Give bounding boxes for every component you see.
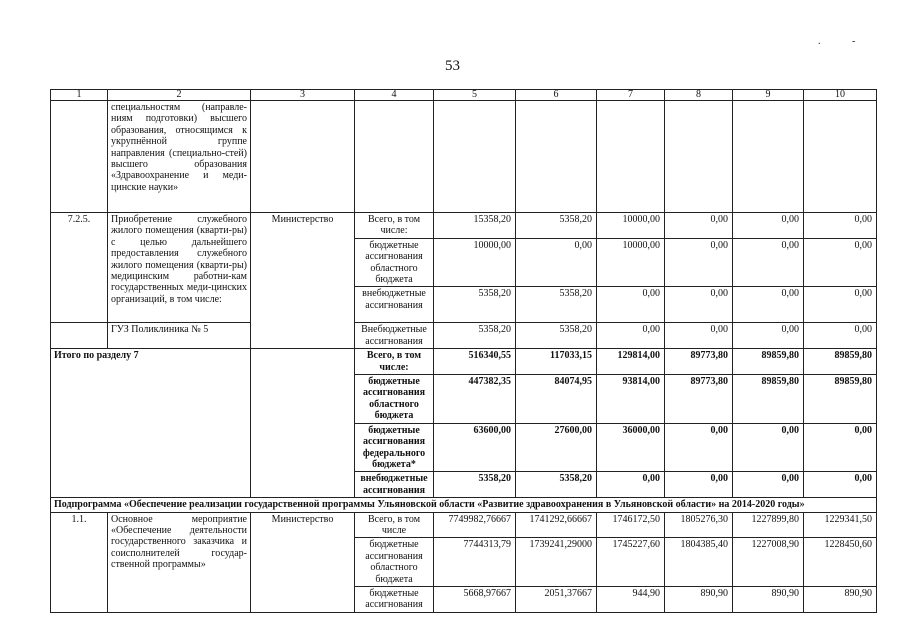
- event-name: Приобретение служебного жилого помещения (кварти-ры) с целью дальнейшего предоставления служебного жилого помещения (кварти-ры) медицинским работни-кам государственных меди-цинских организаций, в том числе:: [108, 213, 251, 323]
- event-name: специальностям (направле-ниям подготовки) высшего образования, относящимся к укрупнённой группе направления (специально-стей) высшего образования «Здравоохранение и меди-цинские науки»: [108, 101, 251, 213]
- value-cell: 7749982,76667: [434, 512, 516, 538]
- value-cell: 0,00: [733, 287, 804, 323]
- value-cell: 89859,80: [733, 375, 804, 424]
- value-cell: 0,00: [665, 287, 733, 323]
- value-cell: 36000,00: [597, 423, 665, 472]
- value-cell: 0,00: [804, 287, 877, 323]
- value-cell: 1804385,40: [665, 538, 733, 587]
- column-number: 1: [51, 90, 108, 101]
- value-cell: 5358,20: [516, 323, 597, 349]
- table-row: [51, 349, 877, 375]
- value-cell: 89859,80: [804, 375, 877, 424]
- value-cell: 1228450,60: [804, 538, 877, 587]
- value-cell: 0,00: [665, 323, 733, 349]
- funding-source: Всего, в том числе:: [355, 349, 434, 375]
- value-cell: 15358,20: [434, 213, 516, 239]
- value-cell: 5358,20: [434, 323, 516, 349]
- table-row: [51, 323, 877, 349]
- value-cell: 0,00: [665, 423, 733, 472]
- value-cell: 0,00: [804, 213, 877, 239]
- value-cell: 1227008,90: [733, 538, 804, 587]
- value-cell: 5668,97667: [434, 586, 516, 612]
- value-cell: 890,90: [665, 586, 733, 612]
- funding-source: бюджетные ассигнования федерального бюджета*: [355, 423, 434, 472]
- value-cell: 1229341,50: [804, 512, 877, 538]
- value-cell: 5358,20: [516, 213, 597, 239]
- executor: Министерство: [251, 213, 355, 349]
- value-cell: 10000,00: [434, 238, 516, 287]
- value-cell: 84074,95: [516, 375, 597, 424]
- value-cell: 516340,55: [434, 349, 516, 375]
- value-cell: 0,00: [804, 323, 877, 349]
- value-cell: 89773,80: [665, 349, 733, 375]
- value-cell: 0,00: [597, 287, 665, 323]
- budget-table: [50, 89, 877, 613]
- event-number: 7.2.5.: [51, 213, 108, 323]
- column-number: 8: [665, 90, 733, 101]
- total-label: Итого по разделу 7: [51, 349, 251, 498]
- funding-source: бюджетные ассигнования областного бюджета: [355, 375, 434, 424]
- value-cell: 0,00: [733, 423, 804, 472]
- value-cell: 117033,15: [516, 349, 597, 375]
- column-numbers-row: [51, 90, 877, 101]
- value-cell: 27600,00: [516, 423, 597, 472]
- value-cell: 5358,20: [434, 472, 516, 498]
- column-number: 6: [516, 90, 597, 101]
- column-number: 3: [251, 90, 355, 101]
- value-cell: 2051,37667: [516, 586, 597, 612]
- value-cell: 0,00: [665, 472, 733, 498]
- value-cell: 0,00: [665, 213, 733, 239]
- executor: Министерство: [251, 512, 355, 612]
- event-number: 1.1.: [51, 512, 108, 612]
- value-cell: 890,90: [733, 586, 804, 612]
- value-cell: 5358,20: [516, 472, 597, 498]
- column-number: 7: [597, 90, 665, 101]
- value-cell: 890,90: [804, 586, 877, 612]
- value-cell: 0,00: [665, 238, 733, 287]
- value-cell: 5358,20: [516, 287, 597, 323]
- table-row: [51, 101, 877, 213]
- column-number: 10: [804, 90, 877, 101]
- value-cell: 1227899,80: [733, 512, 804, 538]
- column-number: 9: [733, 90, 804, 101]
- value-cell: 1746172,50: [597, 512, 665, 538]
- funding-source: Внебюджетные ассигнования: [355, 323, 434, 349]
- value-cell: 89859,80: [804, 349, 877, 375]
- value-cell: 129814,00: [597, 349, 665, 375]
- value-cell: 0,00: [733, 323, 804, 349]
- value-cell: 0,00: [733, 213, 804, 239]
- value-cell: 0,00: [733, 472, 804, 498]
- organization-name: ГУЗ Поликлиника № 5: [108, 323, 251, 349]
- funding-source: бюджетные ассигнования областного бюджета: [355, 238, 434, 287]
- value-cell: 7744313,79: [434, 538, 516, 587]
- column-number: 5: [434, 90, 516, 101]
- value-cell: 89773,80: [665, 375, 733, 424]
- column-number: 2: [108, 90, 251, 101]
- value-cell: 10000,00: [597, 238, 665, 287]
- table-row: [51, 512, 877, 538]
- value-cell: 0,00: [597, 323, 665, 349]
- column-number: 4: [355, 90, 434, 101]
- subprogram-title: Подпрограмма «Обеспечение реализации государственной программы Ульяновской области «Развитие здравоохранения в Ульяновской области» на 2014-2020 годы»: [51, 498, 877, 512]
- funding-source: бюджетные ассигнования областного бюджета: [355, 538, 434, 587]
- value-cell: 1741292,66667: [516, 512, 597, 538]
- funding-source: внебюджетные ассигнования: [355, 472, 434, 498]
- page-number: 53: [445, 58, 460, 74]
- value-cell: 1805276,30: [665, 512, 733, 538]
- funding-source: бюджетные ассигнования: [355, 586, 434, 612]
- value-cell: 447382,35: [434, 375, 516, 424]
- value-cell: 0,00: [733, 238, 804, 287]
- scan-mark: -: [852, 36, 856, 47]
- value-cell: 0,00: [804, 423, 877, 472]
- value-cell: 5358,20: [434, 287, 516, 323]
- value-cell: 63600,00: [434, 423, 516, 472]
- funding-source: внебюджетные ассигнования: [355, 287, 434, 323]
- value-cell: 1739241,29000: [516, 538, 597, 587]
- funding-source: Всего, в том числе:: [355, 213, 434, 239]
- value-cell: 0,00: [516, 238, 597, 287]
- table-row: [51, 213, 877, 239]
- value-cell: 93814,00: [597, 375, 665, 424]
- subprogram-row: [51, 498, 877, 512]
- value-cell: 89859,80: [733, 349, 804, 375]
- value-cell: 0,00: [597, 472, 665, 498]
- funding-source: Всего, в том числе: [355, 512, 434, 538]
- value-cell: 944,90: [597, 586, 665, 612]
- value-cell: 0,00: [804, 472, 877, 498]
- event-name: Основное мероприятие «Обеспечение деятельности государственного заказчика и соисполнителей государ-ственной программы»: [108, 512, 251, 612]
- value-cell: 1745227,60: [597, 538, 665, 587]
- value-cell: 0,00: [804, 238, 877, 287]
- scan-mark: .: [818, 36, 821, 47]
- value-cell: 10000,00: [597, 213, 665, 239]
